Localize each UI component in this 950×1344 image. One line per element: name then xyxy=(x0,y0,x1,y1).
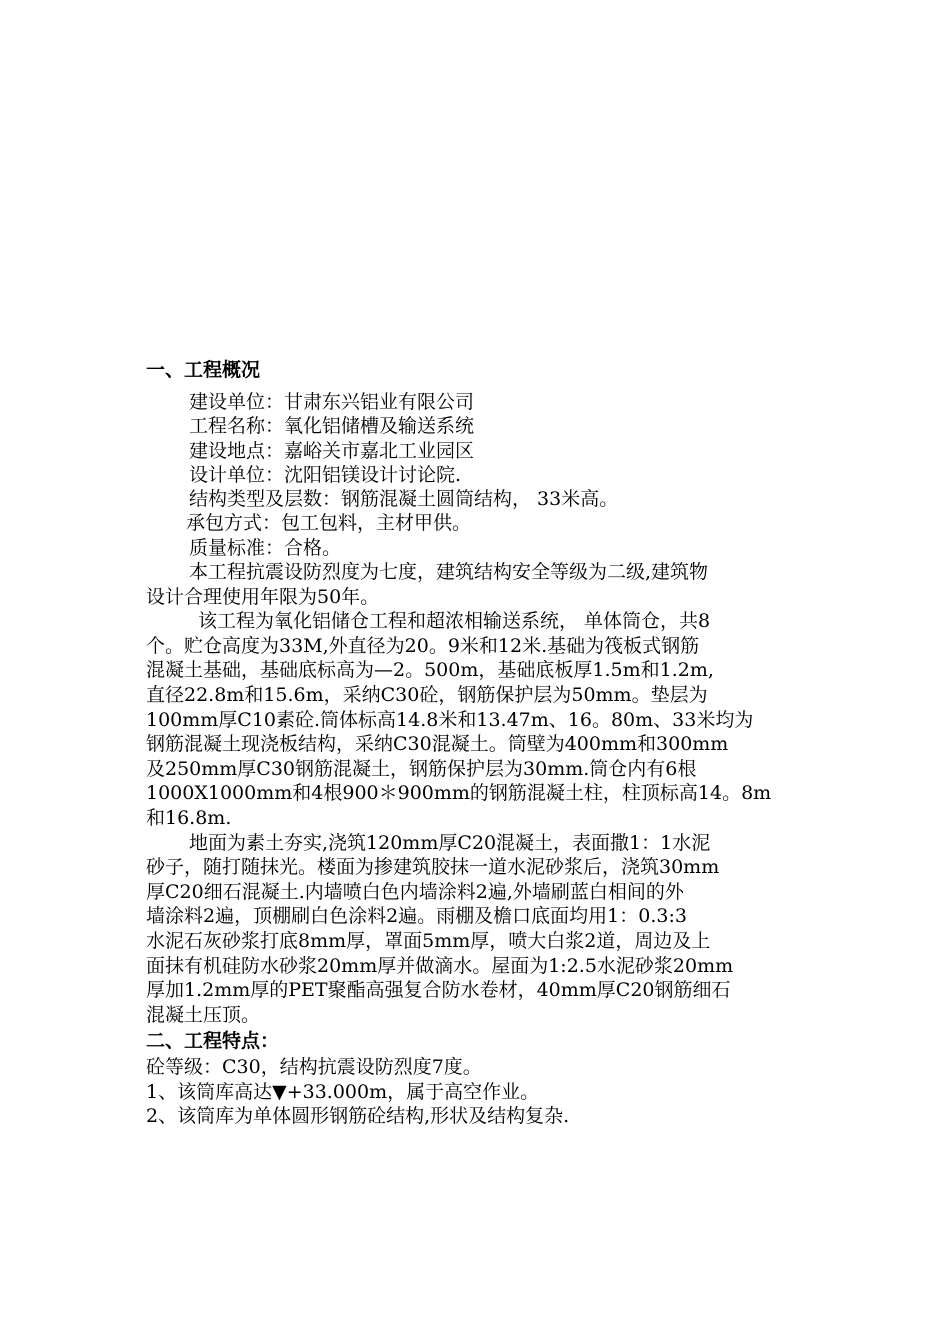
field-project-name: 工程名称：氧化铝储槽及输送系统 xyxy=(189,415,475,438)
field-quality-standard: 质量标准：合格。 xyxy=(189,536,342,559)
feature-line: 1、该筒库高达▼+33.000m，属于高空作业。 xyxy=(146,1080,540,1103)
paragraph-line: 本工程抗震设防烈度为七度，建筑结构安全等级为二级,建筑物 xyxy=(189,561,709,584)
document-page xyxy=(146,356,810,1128)
field-structure-type: 结构类型及层数：钢筋混凝土圆筒结构， 33米高。 xyxy=(189,488,619,511)
paragraph-line: 1000X1000mm和4根900＊900mm的钢筋混凝土柱，柱顶标高14。8m xyxy=(146,782,772,805)
paragraph-line: 混凝土压顶。 xyxy=(146,1003,261,1026)
paragraph-finishes xyxy=(146,831,810,1028)
paragraph-line: 厚C20细石混凝土.内墙喷白色内墙涂料2遍,外墙刷蓝白相间的外 xyxy=(146,880,684,903)
paragraph-line: 个。贮仓高度为33M,外直径为20。9米和12米.基础为筏板式钢筋 xyxy=(146,634,700,657)
paragraph-line: 墙涂料2遍，顶棚刷白色涂料2遍。雨棚及檐口底面均用1：0.3:3 xyxy=(146,905,687,928)
feature-line: 2、该筒库为单体圆形钢筋砼结构,形状及结构复杂. xyxy=(146,1104,570,1127)
paragraph-line: 砂子，随打随抹光。楼面为掺建筑胶抹一道水泥砂浆后，浇筑30mm xyxy=(146,856,720,879)
paragraph-line: 100mm厚C10素砼.筒体标高14.8米和13.47m、16。80m、33米均为 xyxy=(146,708,754,731)
paragraph-project-description xyxy=(146,609,810,830)
paragraph-line: 钢筋混凝土现浇板结构，采纳C30混凝土。筒壁为400mm和300mm xyxy=(146,733,729,756)
paragraph-line: 面抹有机硅防水砂浆20mm厚并做滴水。屋面为1:2.5水泥砂浆20mm xyxy=(146,954,734,977)
paragraph-line: 直径22.8m和15.6m，采纳C30砼，钢筋保护层为50mm。垫层为 xyxy=(146,684,708,707)
paragraph-line: 混凝土基础，基础底标高为—2。500m，基础底板厚1.5m和1.2m, xyxy=(146,659,714,682)
paragraph-line: 水泥石灰砂浆打底8mm厚，罩面5mm厚，喷大白浆2道，周边及上 xyxy=(146,929,711,952)
feature-line: 砼等级：C30，结构抗震设防烈度7度。 xyxy=(146,1056,482,1079)
paragraph-line: 及250mm厚C30钢筋混凝土，钢筋保护层为30mm.筒仓内有6根 xyxy=(146,757,697,780)
paragraph-line: 地面为素土夯实,浇筑120mm厚C20混凝土，表面撒1：1水泥 xyxy=(189,831,711,854)
field-design-unit: 设计单位：沈阳铝镁设计讨论院. xyxy=(189,463,462,486)
section-heading-overview: 一、工程概况 xyxy=(146,359,261,381)
section-heading-features: 二、工程特点： xyxy=(146,1030,280,1053)
field-contract-mode: 承包方式：包工包料，主材甲供。 xyxy=(186,512,472,535)
paragraph-line: 厚加1.2mm厚的PET聚酯高强复合防水卷材，40mm厚C20钢筋细石 xyxy=(146,979,731,1002)
paragraph-line: 设计合理使用年限为50年。 xyxy=(146,585,380,608)
field-construction-unit: 建设单位：甘肃东兴铝业有限公司 xyxy=(189,391,475,413)
field-construction-site: 建设地点：嘉峪关市嘉北工业园区 xyxy=(189,439,475,462)
paragraph-line: 和16.8m. xyxy=(146,807,232,830)
paragraph-line: 该工程为氧化铝储仓工程和超浓相输送系统， 单体筒仓，共8 xyxy=(198,610,711,633)
paragraph-seismic xyxy=(146,560,810,609)
